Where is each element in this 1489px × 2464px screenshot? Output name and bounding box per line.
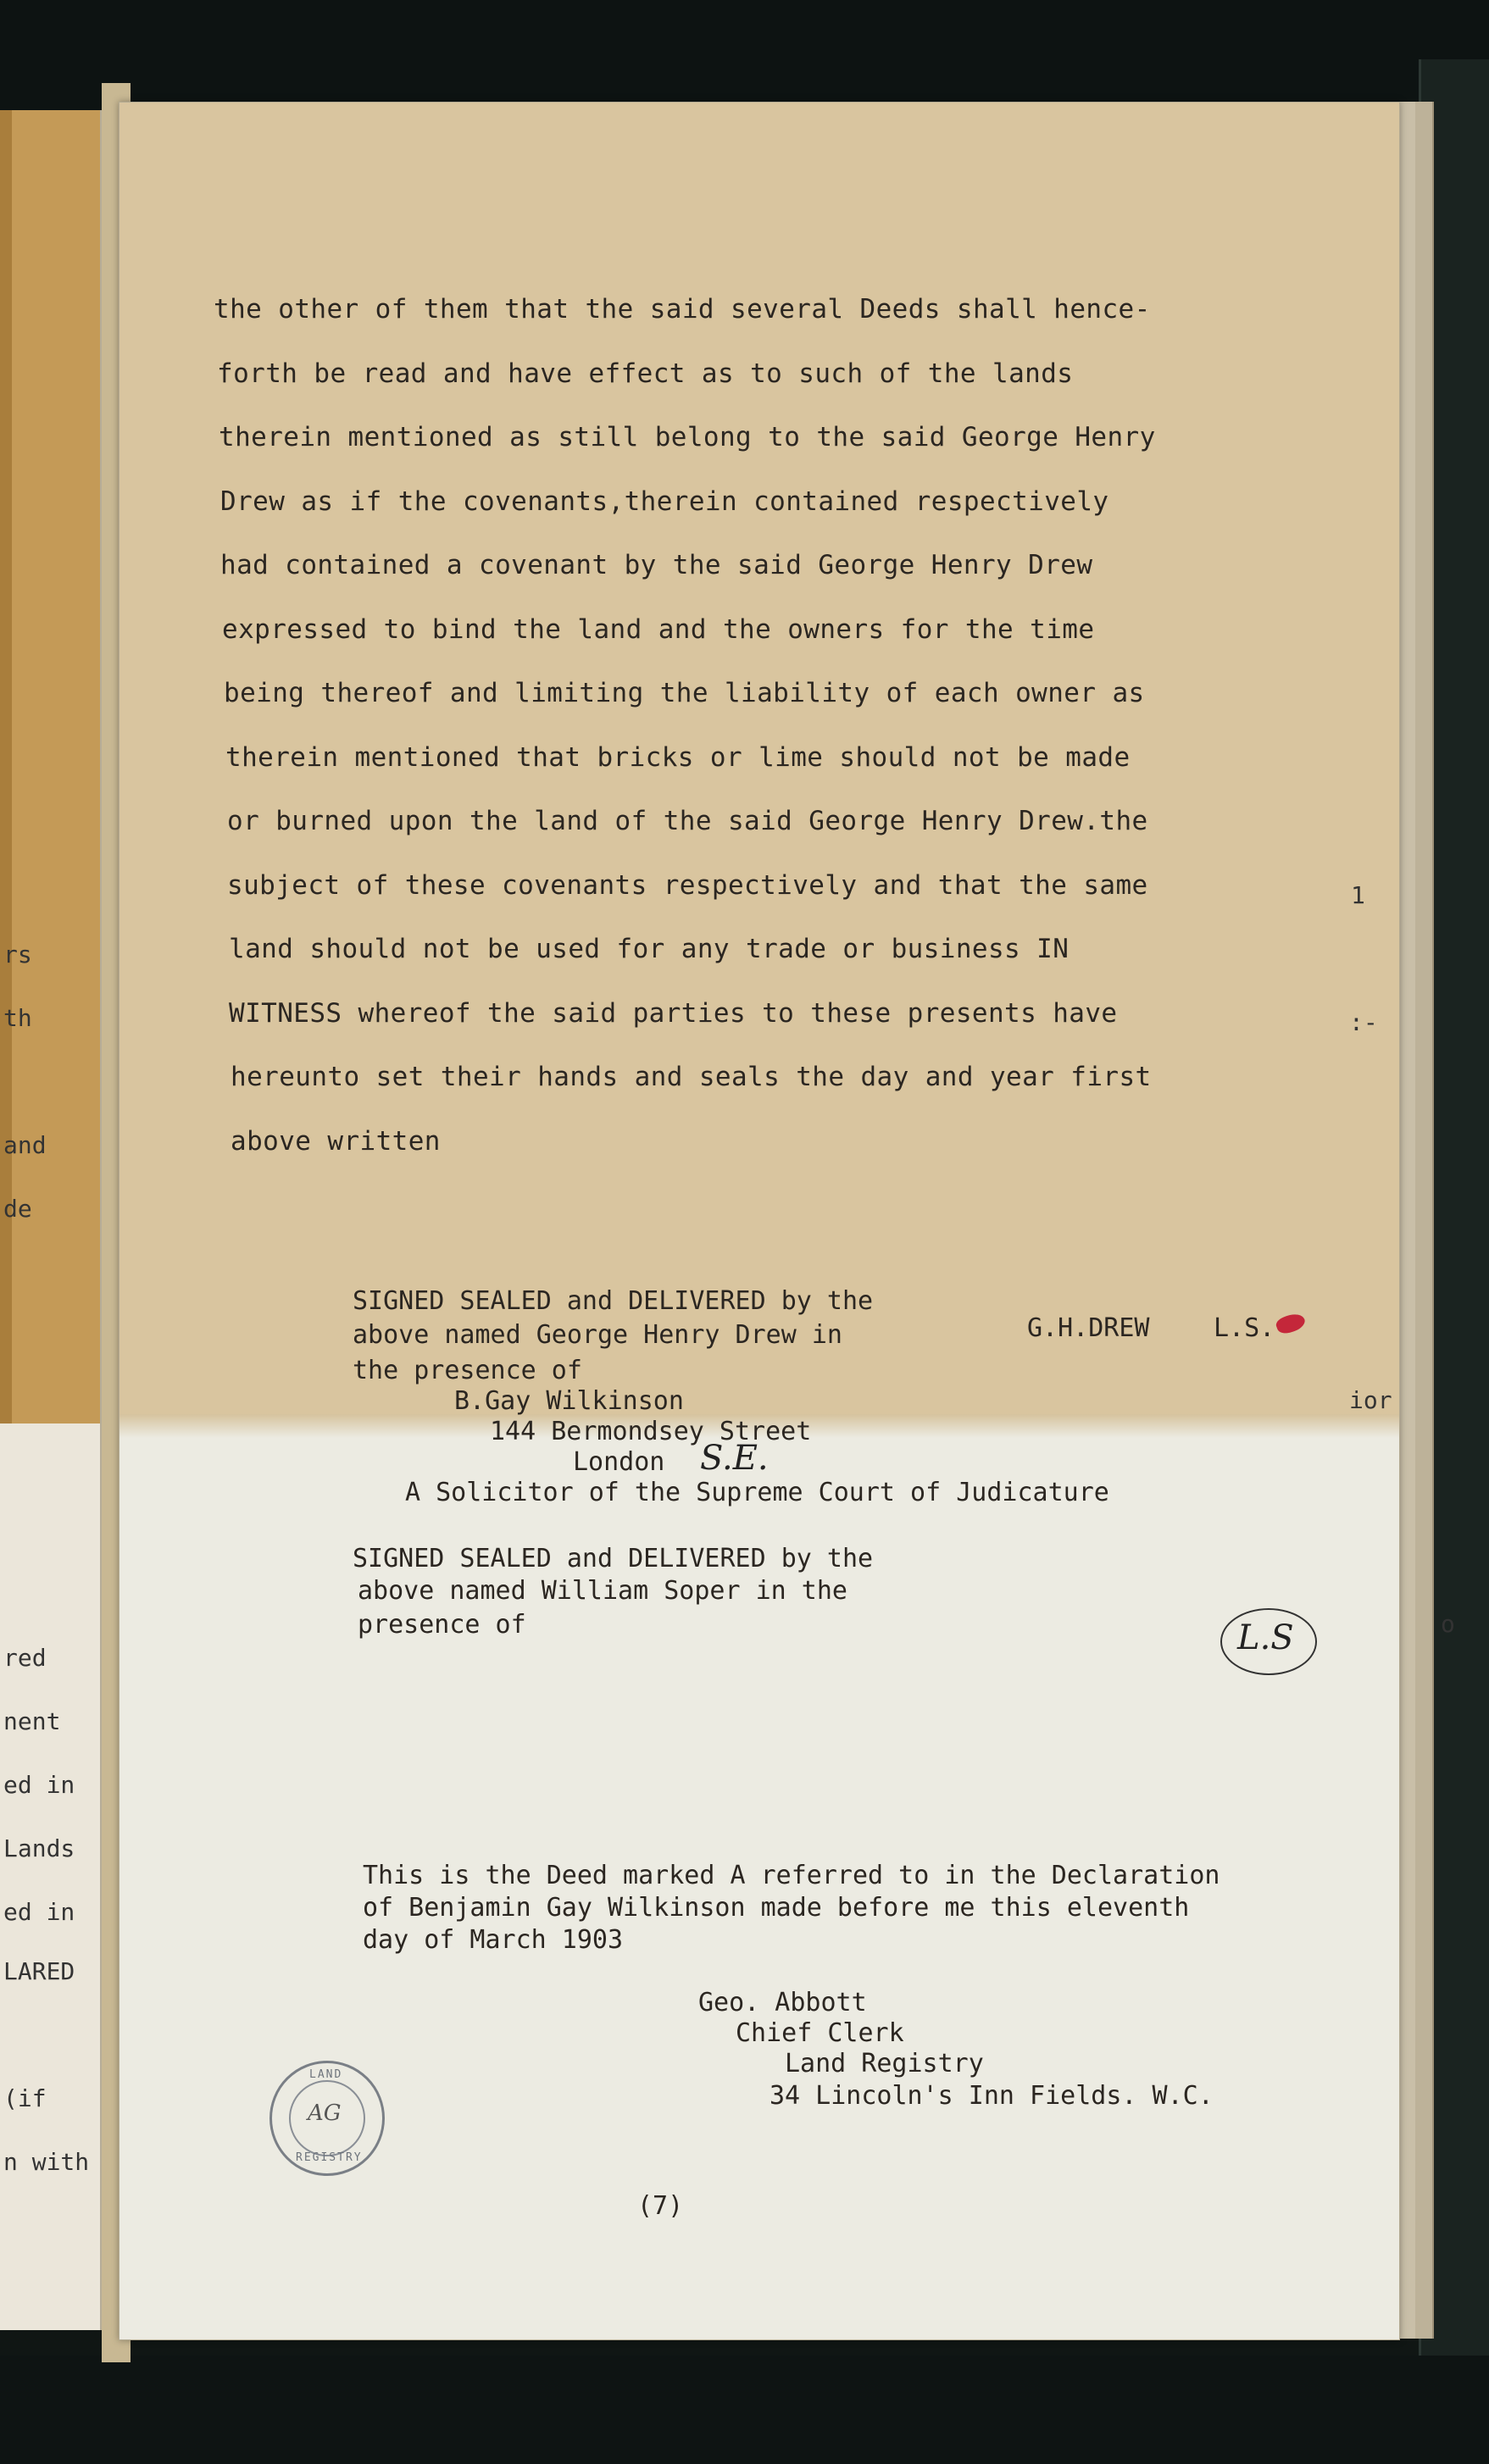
page-stack-edge-2 — [1415, 102, 1434, 2339]
margin-mark: 1 — [1351, 881, 1365, 909]
body-line: Drew as if the covenants,therein contained respectively — [220, 486, 1109, 517]
sig1-witness-address: 144 Bermondsey Street — [490, 1417, 812, 1446]
body-line: expressed to bind the land and the owners for the time — [222, 613, 1095, 645]
sig1-witness-name: B.Gay Wilkinson — [454, 1386, 684, 1416]
clerk-office: Land Registry — [785, 2049, 984, 2078]
left-page-fragment: LARED — [3, 1957, 75, 1985]
left-page-fragment: n with — [3, 2148, 90, 2176]
body-line: forth be read and have effect as to such of the lands — [217, 358, 1074, 389]
left-page-fragment: Lands — [3, 1834, 75, 1862]
sig1-witness-title: A Solicitor of the Supreme Court of Judicature — [405, 1478, 1109, 1507]
body-line: therein mentioned as still belong to the said George Henry — [219, 422, 1156, 452]
sig1-seal-label: L.S. — [1214, 1313, 1275, 1343]
sig1-line1: SIGNED SEALED and DELIVERED by the — [353, 1286, 874, 1316]
sig2-line3: presence of — [358, 1610, 526, 1640]
body-line: or burned upon the land of the said George Henry Drew.the — [227, 806, 1148, 836]
margin-mark: :- — [1349, 1008, 1378, 1036]
body-line: WITNESS whereof the said parties to these presents have — [229, 997, 1118, 1029]
stamp-bottom-text: REGISTRY — [296, 2151, 363, 2164]
left-page-fragment: and — [3, 1131, 47, 1159]
body-line: being thereof and limiting the liability of each owner as — [224, 678, 1145, 708]
declaration-line2: of Benjamin Gay Wilkinson made before me this eleventh — [363, 1893, 1190, 1923]
sig1-line2: above named George Henry Drew in — [353, 1320, 842, 1350]
margin-mark: o — [1441, 1610, 1455, 1638]
declaration-line3: day of March 1903 — [363, 1925, 624, 1955]
sig2-line2: above named William Soper in the — [358, 1576, 847, 1606]
left-page-fragment: (if — [3, 2084, 47, 2112]
left-page-fragment: ed in — [3, 1898, 75, 1926]
body-line: therein mentioned that bricks or lime should not be made — [225, 741, 1131, 773]
body-line: land should not be used for any trade or business IN — [229, 934, 1070, 964]
body-line: subject of these covenants respectively and that the same — [227, 869, 1148, 901]
body-line: had contained a covenant by the said George Henry Drew — [220, 550, 1093, 580]
left-page-fragment: ed in — [3, 1771, 75, 1799]
sig1-line3: the presence of — [353, 1356, 582, 1385]
land-registry-stamp-icon — [269, 2061, 385, 2176]
page-number: (7) — [637, 2191, 684, 2221]
clerk-address: 34 Lincoln's Inn Fields. W.C. — [770, 2081, 1214, 2111]
left-page-fragment: th — [3, 1004, 32, 1032]
sig1-signer-name: G.H.DREW — [1027, 1313, 1150, 1343]
left-page-fragment: nent — [3, 1707, 61, 1735]
clerk-name: Geo. Abbott — [698, 1988, 867, 2017]
sig2-line1: SIGNED SEALED and DELIVERED by the — [353, 1544, 874, 1573]
binder-bottom — [0, 2356, 1489, 2464]
sig1-witness-city: London — [573, 1447, 665, 1477]
body-line: hereunto set their hands and seals the day and year first — [231, 1062, 1152, 1092]
stamp-top-text: LAND — [309, 2068, 343, 2081]
handwritten-seal-initials: L.S — [1237, 1618, 1294, 1657]
left-page-tan-region — [0, 110, 100, 1423]
deed-body-text — [214, 278, 1264, 1174]
handwritten-postcode: S.E. — [700, 1439, 769, 1478]
declaration-line1: This is the Deed marked A referred to in the Declaration — [363, 1861, 1220, 1890]
stamp-initials: AG — [308, 2101, 342, 2126]
left-page-fragment: rs — [3, 941, 32, 968]
left-page-fragment: red — [3, 1644, 47, 1672]
left-facing-page — [0, 110, 102, 2330]
clerk-title: Chief Clerk — [736, 2018, 904, 2048]
margin-mark: ior — [1349, 1386, 1392, 1414]
left-page-fragment: de — [3, 1195, 32, 1223]
body-line: above written — [231, 1125, 441, 1157]
body-line: the other of them that the said several Deeds shall hence- — [214, 294, 1151, 325]
